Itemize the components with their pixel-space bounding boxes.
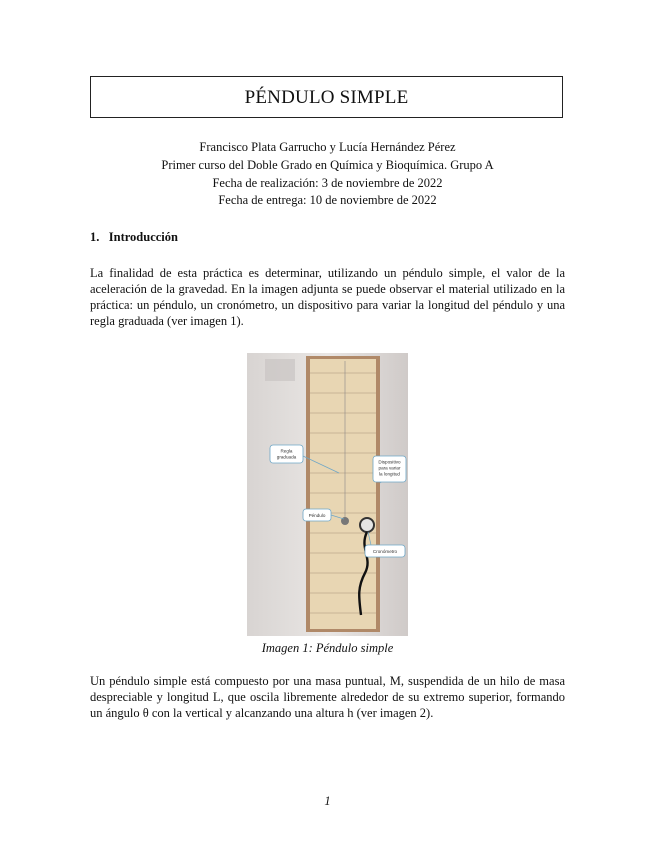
svg-text:Péndulo: Péndulo (308, 512, 326, 518)
course-info: Primer curso del Doble Grado en Química y Bioquímica. Grupo A (161, 158, 494, 172)
page-number: 1 (324, 794, 331, 808)
svg-text:Dispositivo: Dispositivo (378, 459, 401, 465)
wall-fixture (265, 359, 295, 381)
authors: Francisco Plata Garrucho y Lucía Hernández Pérez (199, 140, 456, 154)
ruler-board (310, 359, 376, 629)
pendulum-photo-illustration (247, 353, 408, 636)
stopwatch (360, 518, 374, 532)
pendulum-photo (247, 353, 408, 636)
delivery-date: Fecha de entrega: 10 de noviembre de 2022 (218, 193, 437, 207)
section-heading: 1. Introducción (90, 230, 178, 244)
figure-caption: Imagen 1: Péndulo simple (261, 641, 394, 655)
svg-text:graduada: graduada (276, 454, 297, 460)
title-box (90, 76, 563, 118)
svg-text:la longitud: la longitud (379, 471, 400, 477)
ruler-label (270, 445, 303, 463)
intro-paragraph: La finalidad de esta práctica es determinar, utilizando un péndulo simple, el valor de la aceleración de la gravedad. En la imagen adjunta se puede observar el material utilizado en la práctica: un péndulo, un cronómetro, un dispositivo para variar la longitud del péndulo y una regla graduada (ver imagen 1). (90, 266, 565, 328)
second-paragraph: Un péndulo simple está compuesto por una masa puntual, M, suspendida de un hilo de masa despreciable y longitud L, que oscila libremente alrededor de su extremo superior, formando un ángulo θ con la vertical y alcanzando una altura h (ver imagen 2). (90, 674, 565, 720)
page-title: PÉNDULO SIMPLE (244, 87, 409, 108)
stopwatch-label (365, 545, 405, 557)
svg-text:para variar: para variar (378, 465, 401, 471)
realization-date: Fecha de realización: 3 de noviembre de 2022 (212, 176, 443, 190)
pendulum-label (303, 509, 331, 521)
device-label (373, 456, 406, 482)
svg-text:Cronómetro: Cronómetro (372, 548, 398, 554)
svg-text:Regla: Regla (280, 448, 293, 454)
